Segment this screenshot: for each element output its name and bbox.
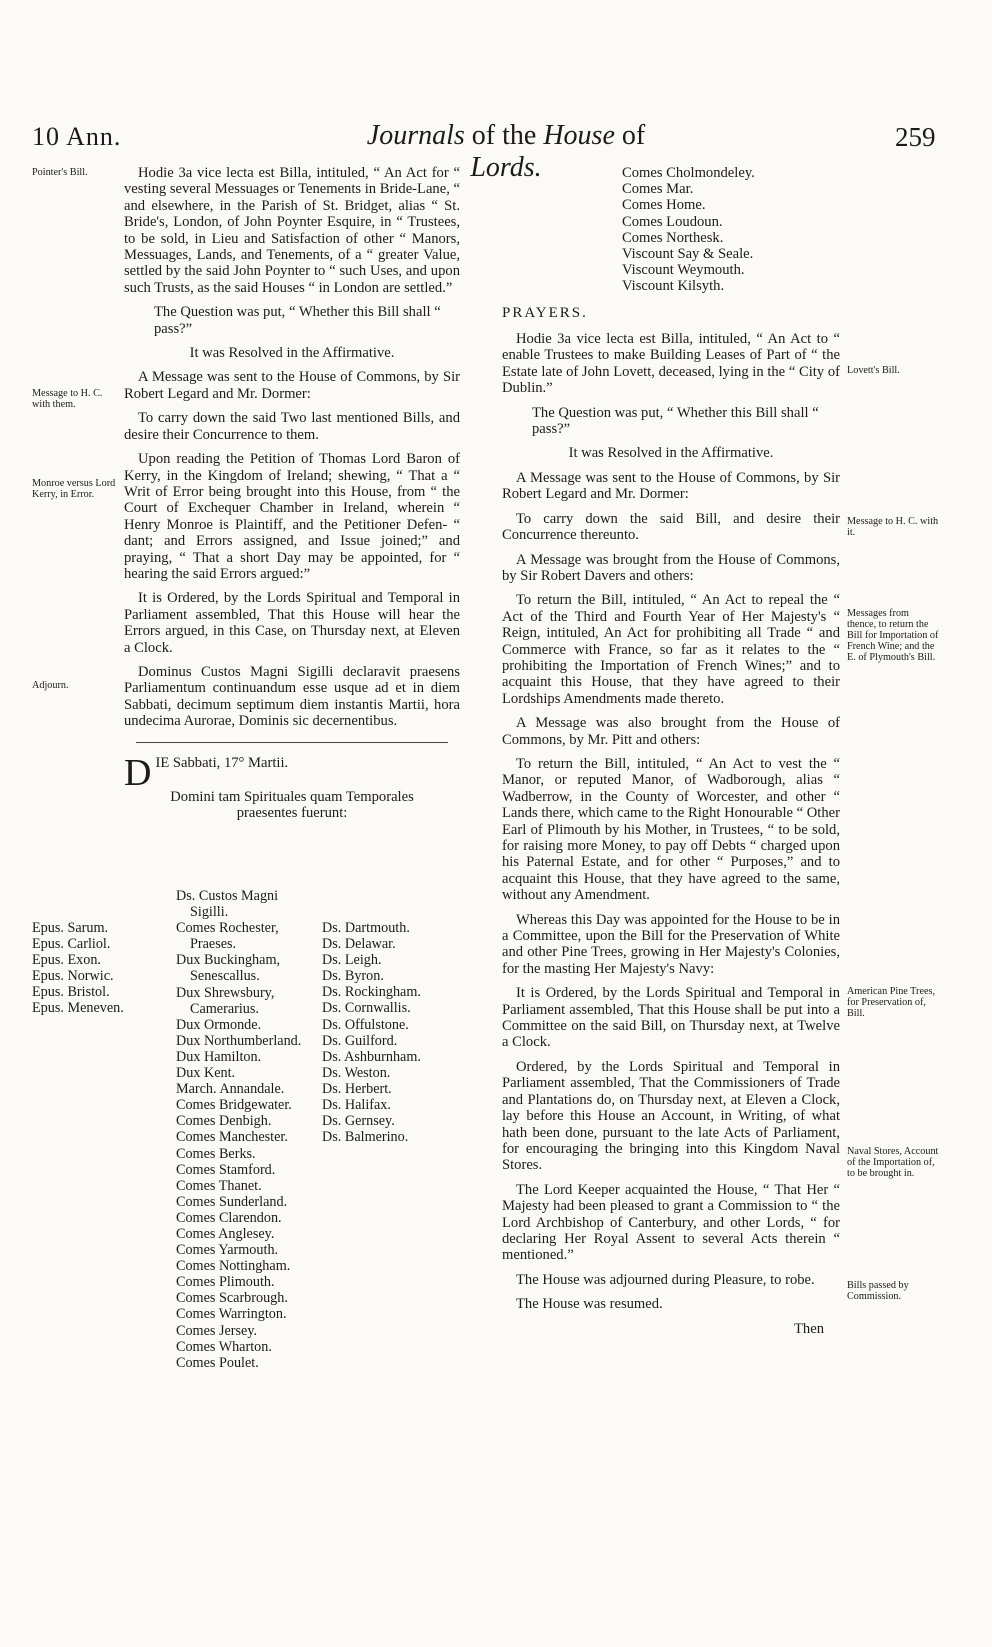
margin-note: Message to H. C. with it. — [847, 516, 939, 538]
margin-note: Bills passed by Commission. — [847, 1280, 909, 1302]
margin-note: Naval Stores, Account of the Importation of, to be brought in. — [847, 1146, 939, 1179]
margin-note: Adjourn. — [32, 680, 69, 691]
paragraph: A Message was sent to the House of Commons, by Sir Robert Legard and Mr. Dormer: — [124, 369, 460, 402]
paragraph: The Question was put, “ Whether this Bill shall “ pass?” — [154, 304, 441, 337]
margin-note: American Pine Trees, for Preservation of, Bill. — [847, 986, 935, 1019]
margin-note: Messages from thence, to return the Bill for Importation of French Wine; and the E. of Plymouth's Bill. — [847, 608, 939, 663]
paragraph: It is Ordered, by the Lords Spiritual and Temporal in Parliament assembled, That this House will hear the Errors argued, in this Case, on Thursday next, at Eleven a Clock. — [124, 590, 460, 656]
journal-title: Journals of the House of Lords. — [366, 120, 646, 183]
paragraph: A Message was sent to the House of Commons, by Sir Robert Legard and Mr. Dormer: — [502, 469, 840, 503]
right-column — [502, 165, 840, 1345]
barons-list: Ds. Dartmouth. Ds. Delawar. Ds. Leigh. Ds. Byron. Ds. Rockingham. Ds. Cornwallis. Ds. Offulstone. Ds. Guilford. Ds. Ashburnham. Ds. Weston. Ds. Herbert. Ds. Halifax. Ds. Gernsey. Ds. Balmerino. — [322, 920, 421, 1146]
margin-note: Pointer's Bill. — [32, 167, 88, 178]
paragraph: To return the Bill, intituled, “ An Act to vest the “ Manor, or reputed Manor, of Wadborough, alias “ Wadberrow, in the County of Worcester, and other “ Lands there, which came to the Right Honourable “ Other Earl of Plimouth by his Mother, in Trustees, “ to be sold, for raising more Money, to pay off Debts “ charged upon his Paternal Estate, and for other “ Purposes,” and to acquaint this House, that they have agreed to the same, without any Amendment. — [502, 755, 840, 904]
paragraph: Ordered, by the Lords Spiritual and Temporal in Parliament assembled, That the Commissioners of Trade and Plantations do, on Thursday next, at Eleven a Clock, lay before this House an Account, in Writing, of what hath been done, pursuant to the late Acts of Parliament, for encouraging the bringing into this Kingdom Naval Stores. — [502, 1058, 840, 1174]
paragraph: Upon reading the Petition of Thomas Lord Baron of Kerry, in the Kingdom of Ireland; shewing, “ That a “ Writ of Error being brought into this House, from “ the Court of Exchequer Chamber in Ireland, wherein “ Henry Monroe is Plaintiff, and the Petitioner Defen- “ dant; and Errors assigned, and Issue joined;” and praying, “ That a short Day may be appointed, for “ hearing the said Errors argued:” — [124, 451, 460, 582]
date-heading: DIE Sabbati, 17° Martii. — [124, 751, 289, 794]
paragraph: Dominus Custos Magni Sigilli declaravit praesens Parliamentum continuandum esse usque ad et in diem Sabbati, decimum septimum diem instantis Martii, hora undecima Aurorae, Dominis sic decernentibus. — [124, 663, 460, 730]
margin-note: Message to H. C. with them. — [32, 388, 103, 410]
paragraph: Hodie 3a vice lecta est Billa, intituled, “ An Act to “ enable Trustees to make Building Leases of Part of “ the Estate late of John Lovett, deceased, lying in the “ City of Dublin.” — [502, 331, 840, 397]
left-column — [124, 165, 460, 829]
paragraph: Domini tam Spirituales quam Temporales praesentes fuerunt: — [170, 788, 414, 821]
divider — [136, 742, 448, 743]
paragraph: It was Resolved in the Affirmative. — [568, 445, 774, 462]
paragraph: Hodie 3a vice lecta est Billa, intituled, “ An Act for “ vesting several Messuages or Tenements in Bride-Lane, “ and elsewhere, in the Parish of St. Bridget, alias “ St. Bride's, London, of John Poynter Esquire, in “ Trustees, to be sold, in Lieu and Satisfaction of other “ Manors, Messuages, Lands, and Tenements, of a “ greater Value, settled by the said John Poynter to “ such Uses, and upon such Trusts, as the said Houses “ in London are settled.” — [124, 165, 460, 296]
paragraph: It was Resolved in the Affirmative. — [189, 345, 395, 362]
bishops-list: Epus. Sarum. Epus. Carliol. Epus. Exon. Epus. Norwic. Epus. Bristol. Epus. Meneven. — [32, 920, 124, 1017]
paragraph: To return the Bill, intituled, “ An Act to repeal the “ Act of the Third and Fourth Year of Her Majesty's “ Reign, intituled, An Act for prohibiting all Trade “ and Commerce with France, so far as it relates to the “ prohibiting the Importation of French Wines;” and to acquaint this House, that they have agreed to their Lordships Amendments made thereto. — [502, 592, 840, 707]
paragraph: To carry down the said Two last mentioned Bills, and desire their Concurrence to them. — [124, 410, 460, 443]
session-header: 10 Ann. — [32, 122, 122, 151]
paragraph: The House was adjourned during Pleasure, to robe. — [516, 1271, 815, 1288]
paragraph: The Lord Keeper acquainted the House, “ That Her “ Majesty had been pleased to grant a Commission to “ the Lord Archbishop of Canterbury, and other Lords, “ for declaring Her Royal Assent to several Acts therein “ mentioned.” — [502, 1181, 840, 1264]
margin-note: Lovett's Bill. — [847, 365, 900, 376]
margin-note: Monroe versus Lord Kerry, in Error. — [32, 478, 116, 500]
paragraph: A Message was brought from the House of Commons, by Sir Robert Davers and others: — [502, 551, 840, 584]
lords-list-continued: Comes Cholmondeley. Comes Mar. Comes Home. Comes Loudoun. Comes Northesk. Viscount Say & Seale. Viscount Weymouth. Viscount Kilsyth. — [622, 165, 755, 295]
lords-list: Ds. Custos Magni Sigilli. Comes Rochester, Praeses. Dux Buckingham, Senescallus. Dux Shrewsbury, Camerarius. Dux Ormonde. Dux Northumberland. Dux Hamilton. Dux Kent. March. Annandale. Comes Bridgewater. Comes Denbigh. Comes Manchester. Comes Berks. Comes Stamford. Comes Thanet. Comes Sunderland. Comes Clarendon. Comes Anglesey. Comes Yarmouth. Comes Nottingham. Comes Plimouth. Comes Scarbrough. Comes Warrington. Comes Jersey. Comes Wharton. Comes Poulet. — [176, 888, 302, 1371]
paragraph: The Question was put, “ Whether this Bill shall “ pass?” — [532, 404, 819, 438]
paragraph: The House was resumed. — [516, 1296, 663, 1313]
section-heading: PRAYERS. — [502, 304, 588, 321]
paragraph: To carry down the said Bill, and desire their Concurrence thereunto. — [502, 510, 840, 544]
page-number: 259 — [895, 122, 936, 152]
paragraph: Whereas this Day was appointed for the House to be in a Committee, upon the Bill for the Preservation of White and other Pine Trees, growing in Her Majesty's Colonies, for the masting Her Majesty's Navy: — [502, 911, 840, 977]
paragraph: It is Ordered, by the Lords Spiritual and Temporal in Parliament assembled, That this House shall be put into a Committee on the said Bill, on Thursday next, at Twelve a Clock. — [502, 985, 840, 1051]
paragraph: A Message was also brought from the House of Commons, by Mr. Pitt and others: — [502, 715, 840, 748]
drop-cap: D — [124, 751, 152, 794]
catchword: Then — [794, 1320, 824, 1337]
